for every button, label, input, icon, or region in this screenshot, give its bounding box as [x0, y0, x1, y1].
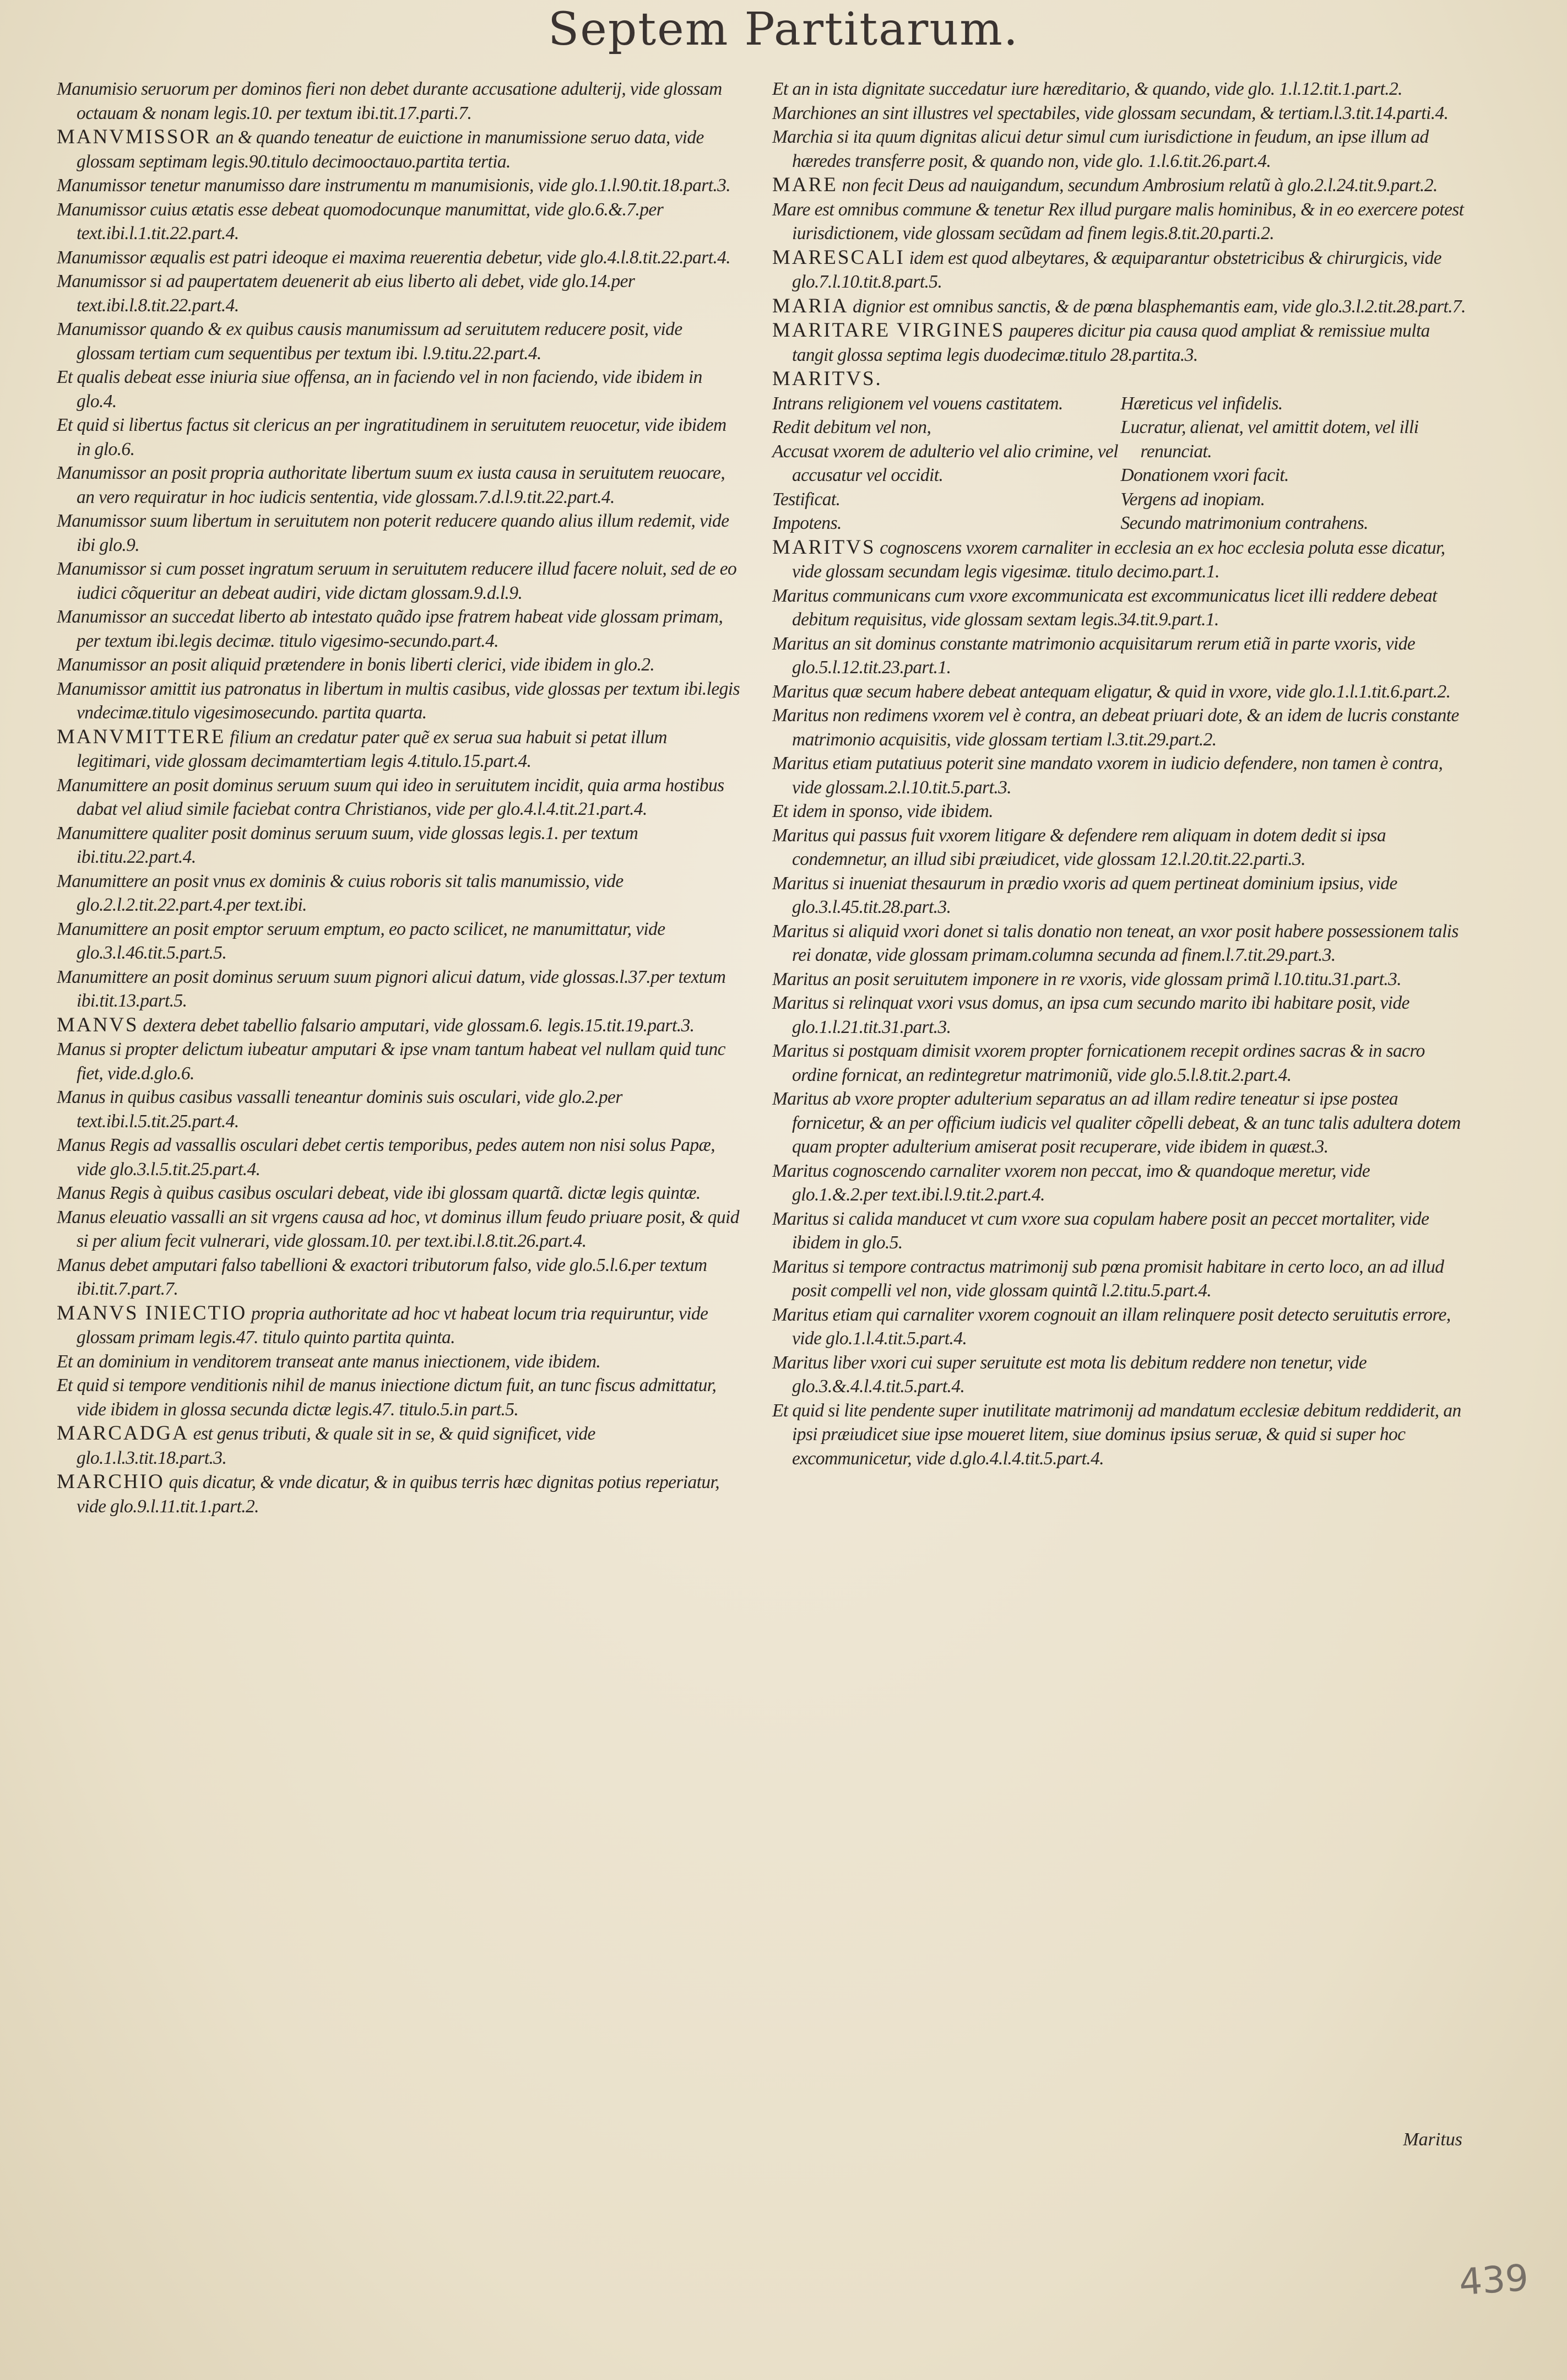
- entry-text: idem est quod albeytares, & æquiparantur obstetricibus & chirurgicis, vide glo.7.l.10.tit.8.part.5.: [792, 247, 1441, 292]
- index-entry: [772, 536, 1469, 584]
- entry-text: est genus tributi, & quale sit in se, & quid significet, vide glo.1.l.3.tit.18.part.3.: [77, 1424, 595, 1468]
- entry-headword: MARITVS.: [772, 367, 882, 390]
- index-entry: [772, 125, 1469, 173]
- entry-text: Marchia si ita quum dignitas alicui detur simul cum iurisdictione in feudum, an ipse illum ad hæredes transferre posit, & quando non, vide glo. 1.l.6.tit.26.part.4.: [772, 127, 1429, 171]
- index-entry: [772, 294, 1469, 319]
- index-entry: [57, 1470, 742, 1518]
- index-entry: [772, 1087, 1469, 1159]
- entry-text: Maritus non redimens vxorem vel è contra, an debeat priuari dote, & an idem de lucris constante matrimonio acquisitis, vide glossam tertiam l.3.tit.29.part.2.: [772, 705, 1459, 750]
- index-entry: [57, 1037, 742, 1085]
- entry-text: Maritus si relinquat vxori vsus domus, an ipsa cum secundo marito ibi habitare posit, vide glo.1.l.21.tit.31.part.3.: [772, 993, 1409, 1037]
- index-entry: [57, 198, 742, 246]
- maritus-table-item: Redit debitum vel non,: [772, 417, 931, 437]
- maritus-table-item: Vergens ad inopiam.: [1120, 489, 1265, 510]
- entry-headword: MARE: [772, 174, 838, 196]
- entry-headword: MANVS INIECTIO: [57, 1301, 247, 1324]
- entry-text: Maritus etiam qui carnaliter vxorem cognouit an illam relinquere posit detecto seruitutis errore, vide glo.1.l.4.tit.5.part.4.: [772, 1304, 1451, 1349]
- index-entry: [57, 365, 742, 413]
- entry-text: Manumissor si cum posset ingratum seruum in seruitutem reducere illud facere noluit, sed de eo iudici cõqueritur an debeat audiri, vide dictam glossam.9.d.l.9.: [57, 559, 737, 603]
- entry-text: Mare est omnibus commune & tenetur Rex illud purgare malis hominibus, & in eo exercere potest iurisdictionem, vide glossam secũdam ad finem legis.8.tit.20.parti.2.: [772, 199, 1464, 244]
- right-column-bottom: [772, 536, 1469, 1471]
- entry-text: cognoscens vxorem carnaliter in ecclesia an ex hoc ecclesia poluta esse dicatur, vide glossam secundam legis vigesimæ. titulo decimo.part.1.: [792, 537, 1445, 582]
- index-entry: [772, 198, 1469, 246]
- index-entry: [57, 1181, 742, 1205]
- maritus-table-item: Intrans religionem vel vouens castitatem.: [772, 393, 1063, 414]
- entry-text: pauperes dicitur pia causa quod ampliat & remissiue multa tangit glossa septima legis duodecimæ.titulo 28.partita.3.: [792, 321, 1430, 365]
- entry-headword: MARCHIO: [57, 1470, 165, 1493]
- index-entry: [57, 821, 742, 869]
- index-entry: [57, 917, 742, 965]
- index-entry: [57, 77, 742, 125]
- index-entry: [57, 725, 742, 774]
- index-entry: [772, 872, 1469, 919]
- index-entry: [772, 584, 1469, 632]
- left-column: [57, 77, 742, 1518]
- index-entry: [772, 751, 1469, 799]
- entry-text: Maritus ab vxore propter adulterium separatus an ad illam redire teneatur si ipse postea fornicetur, & an per officium iudicis vel qualiter cõpelli debeat, & an tunc talis adultera dotem quam propter adulterium amiserat posit recuperare, vide ibidem in quæst.3.: [772, 1089, 1461, 1157]
- entry-text: Maritus communicans cum vxore excommunicata est excommunicatus licet illi reddere debeat debitum requisitus, vide glossam sextam legis.34.tit.9.part.1.: [772, 585, 1437, 630]
- maritus-table-item: Secundo matrimonium contrahens.: [1120, 513, 1368, 533]
- entry-text: Maritus quæ secum habere debeat antequam eligatur, & quid in vxore, vide glo.1.l.1.tit.6.part.2.: [772, 681, 1451, 702]
- index-entry: [772, 246, 1469, 294]
- entry-text: Manus Regis ad vassallis osculari debet certis temporibus, pedes autem non nisi solus Papæ, vide glo.3.l.5.tit.25.part.4.: [57, 1135, 715, 1180]
- page-title: Septem Partitarum.: [548, 3, 1019, 56]
- index-entry: [57, 1421, 742, 1470]
- entry-text: Manus si propter delictum iubeatur amputari & ipse vnam tantum habeat vel nullam quid tunc fiet, vide.d.glo.6.: [57, 1039, 725, 1084]
- entry-text: Manumissor amittit ius patronatus in libertum in multis casibus, vide glossas per textum ibi.legis vndecimæ.titulo vigesimosecundo. partita quarta.: [57, 678, 740, 723]
- index-entry: [772, 991, 1469, 1039]
- maritus-table-right: [1121, 392, 1470, 536]
- entry-text: Maritus si postquam dimisit vxorem propter fornicationem recepit ordines sacras & in sacro ordine fornicat, an redintegretur matrimoniũ, vide glo.5.l.8.tit.2.part.4.: [772, 1041, 1425, 1085]
- entry-text: Marchiones an sint illustres vel spectabiles, vide glossam secundam, & tertiam.l.3.tit.14.parti.4.: [772, 102, 1449, 123]
- index-entry: [772, 919, 1469, 967]
- entry-text: Maritus an sit dominus constante matrimonio acquisitarum rerum etiã in parte vxoris, vide glo.5.l.12.tit.23.part.1.: [772, 633, 1416, 678]
- maritus-table-item: Lucratur, alienat, vel amittit dotem, vel illi renunciat.: [1120, 417, 1419, 462]
- entry-text: Manus debet amputari falso tabellioni & exactori tributorum falso, vide glo.5.l.6.per textum ibi.tit.7.part.7.: [57, 1254, 707, 1299]
- entry-headword: MARIA: [772, 294, 849, 317]
- entry-text: Et quid si tempore venditionis nihil de manus iniectione dictum fuit, an tunc fiscus admittatur, vide ibidem in glossa secunda dictæ legis.47. titulo.5.in part.5.: [57, 1375, 717, 1420]
- index-entry: [57, 1133, 742, 1181]
- entry-text: Manumissor cuius ætatis esse debeat quomodocunque manumittat, vide glo.6.&.7.per text.ibi.l.1.tit.22.part.4.: [57, 199, 664, 244]
- entry-text: Manumissor tenetur manumisso dare instrumentu m manumisionis, vide glo.1.l.90.tit.18.part.3.: [57, 175, 731, 196]
- maritus-table-item: Impotens.: [772, 513, 842, 533]
- entry-text: Maritus si inueniat thesaurum in prædio vxoris ad quem pertineat dominium ipsius, vide glo.3.l.45.tit.28.part.3.: [772, 873, 1397, 917]
- entry-text: Manumissor æqualis est patri ideoque ei maxima reuerentia debetur, vide glo.4.l.8.tit.22.part.4.: [57, 247, 731, 268]
- index-entry: [772, 1039, 1469, 1087]
- index-entry: [57, 1205, 742, 1253]
- index-entry: [57, 869, 742, 917]
- maritus-table-item: Donationem vxori facit.: [1120, 465, 1289, 485]
- index-entry: [772, 799, 1469, 824]
- entry-text: Et qualis debeat esse iniuria siue offensa, an in faciendo vel in non faciendo, vide ibidem in glo.4.: [57, 367, 702, 412]
- entry-text: quis dicatur, & vnde dicatur, & in quibus terris hæc dignitas potius reperiatur, vide glo.9.l.11.tit.1.part.2.: [77, 1472, 720, 1517]
- entry-text: Manumittere an posit dominus seruum suum qui ideo in seruitutem incidit, quia arma hostibus dabat vel aliud simile faciebat contra Christianos, vide per glo.4.l.4.tit.21.part.4.: [57, 775, 724, 819]
- entry-text: Manus in quibus casibus vassalli teneantur dominis suis osculari, vide glo.2.per text.ibi.l.5.tit.25.part.4.: [57, 1087, 622, 1132]
- maritus-table-item: Hæreticus vel infidelis.: [1120, 393, 1283, 414]
- index-entry: [772, 824, 1469, 872]
- entry-text: Maritus cognoscendo carnaliter vxorem non peccat, imo & quandoque meretur, vide glo.1.&.2.per text.ibi.l.9.tit.2.part.4.: [772, 1160, 1370, 1205]
- index-entry: [772, 1207, 1469, 1255]
- entry-text: Et quid si libertus factus sit clericus an per ingratitudinem in seruitutem reuocetur, vide ibidem in glo.6.: [57, 415, 726, 459]
- entry-text: non fecit Deus ad nauigandum, secundum Ambrosium relatũ à glo.2.l.24.tit.9.part.2.: [837, 175, 1438, 196]
- entry-headword: MARITVS: [772, 536, 876, 559]
- entry-text: Et an dominium in venditorem transeat ante manus iniectionem, vide ibidem.: [57, 1351, 601, 1372]
- entry-headword: MANVMISSOR: [57, 126, 212, 148]
- entry-headword: MARCADGA: [57, 1422, 189, 1445]
- entry-text: Manumittere an posit dominus seruum suum pignori alicui datum, vide glossas.l.37.per textum ibi.tit.13.part.5.: [57, 966, 726, 1011]
- entry-text: Maritus an posit seruitutem imponere in re vxoris, vide glossam primã l.10.titu.31.part.3.: [772, 969, 1402, 989]
- entry-text: Manumissor an posit aliquid prætendere in bonis liberti clerici, vide ibidem in glo.2.: [57, 654, 655, 675]
- entry-text: Manumissor suum libertum in seruitutem non poterit reducere quando alius illum redemit, vide ibi glo.9.: [57, 511, 729, 555]
- index-entry: [57, 965, 742, 1013]
- entry-text: Manumittere qualiter posit dominus seruum suum, vide glossas legis.1. per textum ibi.titu.22.part.4.: [57, 823, 638, 867]
- entry-text: Maritus qui passus fuit vxorem litigare & defendere rem aliquam in dotem dedit si ipsa condemnetur, an illud sibi præiudicet, vide glossam 12.l.20.tit.22.parti.3.: [772, 825, 1386, 869]
- index-entry: [57, 774, 742, 821]
- index-entry: [772, 1255, 1469, 1303]
- entry-text: Manumissor quando & ex quibus causis manumissum ad seruitutem reducere posit, vide glossam tertiam cum sequentibus per textum ibi. l.9.titu.22.part.4.: [57, 319, 682, 364]
- right-column-top: [772, 77, 1469, 392]
- entry-text: Manumisio seruorum per dominos fieri non debet durante accusatione adulterij, vide glossam octauam & nonam legis.10. per textum ibi.tit.17.parti.7.: [57, 79, 722, 123]
- index-entry: [57, 605, 742, 653]
- entry-text: dignior est omnibus sanctis, & de pœna blasphemantis eam, vide glo.3.l.2.tit.28.part.7.: [848, 296, 1466, 317]
- maritus-table-item: Testificat.: [772, 489, 841, 510]
- index-entry: [57, 269, 742, 317]
- index-entry: [772, 632, 1469, 680]
- entry-headword: MANVS: [57, 1013, 139, 1036]
- index-entry: [57, 1085, 742, 1133]
- entry-text: Manumissor si ad paupertatem deuenerit ab eius liberto ali debet, vide glo.14.per text.ibi.l.8.tit.22.part.4.: [57, 271, 635, 316]
- entry-text: Manumittere an posit emptor seruum emptum, eo pacto scilicet, ne manumittatur, vide glo.3.l.46.tit.5.part.5.: [57, 918, 665, 963]
- maritus-table-left: [772, 392, 1121, 536]
- running-head: [0, 0, 1567, 66]
- entry-headword: MARESCALI: [772, 246, 905, 269]
- index-entry: [772, 1399, 1469, 1471]
- index-entry: [772, 77, 1469, 101]
- index-entry: [57, 246, 742, 270]
- entry-text: Maritus etiam putatiuus poterit sine mandato vxorem in iudicio defendere, non tamen è contra, vide glossam.2.l.10.tit.5.part.3.: [772, 753, 1443, 798]
- entry-text: Manumissor an posit propria authoritate libertum suum ex iusta causa in seruitutem reuocare, an vero requiratur in hoc iudicis sententia, vide glossam.7.d.l.9.tit.22.part.4.: [57, 463, 725, 507]
- index-entry: [772, 680, 1469, 704]
- entry-text: Manumittere an posit vnus ex dominis & cuius roboris sit talis manumissio, vide glo.2.l.2.tit.22.part.4.per text.ibi.: [57, 870, 623, 915]
- index-entry: [57, 125, 742, 174]
- index-entry: [772, 704, 1469, 751]
- index-entry: [57, 1373, 742, 1421]
- index-entry: [772, 318, 1469, 367]
- entry-text: Manus eleuatio vassalli an sit vrgens causa ad hoc, vt dominus illum feudo priuare posit, & quid si per alium fecit vulnerari, vide glossam.10. per text.ibi.l.8.tit.26.part.4.: [57, 1207, 739, 1251]
- index-entry: [57, 1013, 742, 1038]
- entry-text: Maritus si tempore contractus matrimonij sub pœna promisit habitare in certo loco, an ad illud posit compelli vel non, vide glossam quintã l.2.titu.5.part.4.: [772, 1256, 1444, 1301]
- index-entry: [772, 1159, 1469, 1207]
- entry-text: Manus Regis à quibus casibus osculari debeat, vide ibi glossam quartã. dictæ legis quintæ.: [57, 1183, 701, 1203]
- entry-text: filium an credatur pater quẽ ex serua sua habuit si petat illum legitimari, vide glossam decimamtertiam legis 4.titulo.15.part.4.: [77, 727, 667, 771]
- index-entry: [772, 1303, 1469, 1351]
- index-entry: [57, 413, 742, 461]
- entry-text: Et idem in sponso, vide ibidem.: [772, 801, 994, 821]
- entry-text: Maritus liber vxori cui super seruitute est mota lis debitum reddere non tenetur, vide glo.3.&.4.l.4.tit.5.part.4.: [772, 1352, 1367, 1397]
- entry-text: Et quid si lite pendente super inutilitate matrimonij ad mandatum ecclesiæ debitum reddiderit, an ipsi præiudicet siue ipse moueret litem, siue dominus ipsius seruæ, & quid si super hoc excommunicetur, vide d.glo.4.l.4.tit.5.part.4.: [772, 1400, 1461, 1469]
- index-entry: [772, 173, 1469, 198]
- maritus-table: [772, 392, 1469, 536]
- index-entry: [772, 967, 1469, 992]
- entry-headword: MANVMITTERE: [57, 725, 226, 748]
- entry-text: an & quando teneatur de euictione in manumissione seruo data, vide glossam septimam legis.90.titulo decimooctauo.partita tertia.: [77, 127, 704, 172]
- index-entry: [57, 653, 742, 677]
- entry-text: Maritus si aliquid vxori donet si talis donatio non teneat, an vxor posit habere possessionem talis rei donatæ, vide glossam primam.columna secunda ad finem.l.7.tit.29.part.3.: [772, 921, 1458, 965]
- entry-text: Maritus si calida manducet vt cum vxore sua copulam habere posit an peccet mortaliter, vide ibidem in glo.5.: [772, 1208, 1429, 1253]
- index-entry: [57, 1301, 742, 1350]
- index-entry: [57, 1253, 742, 1301]
- index-entry: [57, 1350, 742, 1374]
- entry-headword: MARITARE VIRGINES: [772, 319, 1005, 342]
- index-entry: [57, 509, 742, 557]
- index-entry: [57, 317, 742, 365]
- index-entry: [57, 677, 742, 725]
- entry-text: Manumissor an succedat liberto ab intestato quãdo ipse fratrem habeat vide glossam primam, per textum ibi.legis decimæ. titulo vigesimo-secundo.part.4.: [57, 607, 723, 651]
- index-entry: [57, 461, 742, 509]
- index-entry: [772, 367, 1469, 392]
- index-entry: [57, 557, 742, 605]
- right-column: [772, 77, 1469, 1470]
- catchword: Maritus: [1403, 2129, 1462, 2150]
- entry-text: Et an in ista dignitate succedatur iure hæreditario, & quando, vide glo. 1.l.12.tit.1.part.2.: [772, 79, 1402, 99]
- index-entry: [772, 101, 1469, 126]
- entry-text: propria authoritate ad hoc vt habeat locum tria requiruntur, vide glossam primam legis.47. titulo quinto partita quinta.: [77, 1303, 708, 1348]
- folio-number: 439: [1457, 2256, 1530, 2304]
- index-entry: [772, 1351, 1469, 1399]
- index-entry: [57, 174, 742, 198]
- maritus-table-item: Accusat vxorem de adulterio vel alio crimine, vel accusatur vel occidit.: [772, 441, 1118, 485]
- entry-text: dextera debet tabellio falsario amputari, vide glossam.6. legis.15.tit.19.part.3.: [138, 1015, 695, 1036]
